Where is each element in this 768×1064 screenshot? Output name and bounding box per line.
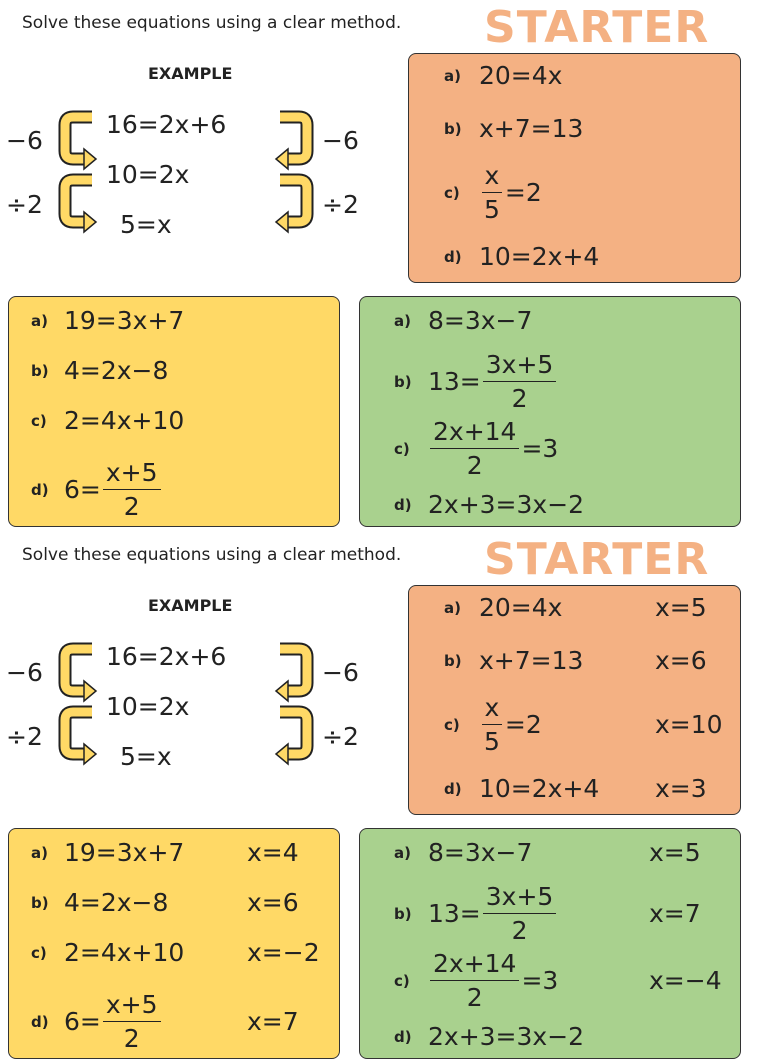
equation-prefix: 13=	[428, 898, 481, 928]
question-equation	[479, 61, 562, 91]
question-equation	[428, 490, 584, 520]
example-step: 16=2x+6	[106, 642, 227, 671]
question-equation	[428, 881, 558, 946]
question-equation	[428, 1022, 584, 1052]
green-question-box	[359, 828, 741, 1059]
curved-arrow-icon	[276, 180, 307, 232]
fraction-denominator: 2	[466, 983, 483, 1012]
question-equation	[64, 888, 168, 918]
fraction	[481, 160, 503, 225]
equation-text: 8=3x−7	[428, 838, 533, 867]
fraction	[483, 881, 557, 946]
question-equation	[479, 242, 599, 272]
question-equation	[428, 948, 558, 1013]
green-question-box	[359, 296, 741, 527]
equation-text: 4=2x−8	[64, 888, 169, 917]
fraction-numerator: 3x+5	[483, 881, 557, 914]
question-label: d)	[444, 248, 462, 266]
yellow-question-box	[8, 296, 340, 527]
question-equation	[479, 593, 562, 623]
answer-text: x=3	[655, 774, 707, 803]
question-equation	[479, 774, 599, 804]
equation-text: 10=2x+4	[479, 774, 600, 803]
answer-text: x=6	[655, 646, 707, 675]
question-label: b)	[444, 120, 462, 138]
equation-text: 2=4x+10	[64, 938, 185, 967]
equation-text: 8=3x−7	[428, 306, 533, 335]
example-step: 5=x	[120, 742, 172, 771]
question-label: a)	[444, 67, 461, 85]
question-equation	[64, 306, 184, 336]
equation-suffix: =2	[504, 709, 542, 739]
example-op-left: ÷2	[6, 190, 43, 219]
curved-arrow-icon	[276, 712, 307, 764]
fraction	[483, 349, 557, 414]
fraction	[103, 989, 161, 1054]
equation-text: 4=2x−8	[64, 356, 169, 385]
question-equation	[479, 114, 583, 144]
yellow-question-box	[8, 828, 340, 1059]
equation-suffix: =2	[504, 177, 542, 207]
question-label: b)	[444, 652, 462, 670]
question-equation	[64, 989, 163, 1054]
equation-text: 20=4x	[479, 593, 563, 622]
answer-text: x=10	[655, 710, 723, 739]
fraction-numerator: x	[482, 160, 503, 193]
curved-arrow-icon	[276, 117, 307, 169]
fraction-denominator: 2	[511, 916, 528, 945]
question-label: c)	[444, 716, 460, 734]
question-equation	[428, 838, 532, 868]
example-op-right: −6	[322, 658, 359, 687]
question-label: a)	[394, 844, 411, 862]
question-equation	[428, 349, 558, 414]
question-label: a)	[444, 599, 461, 617]
curved-arrow-icon	[65, 649, 96, 701]
question-label: d)	[31, 1013, 49, 1031]
answer-text: x=5	[649, 838, 701, 867]
orange-question-box	[408, 53, 741, 283]
question-equation	[479, 646, 583, 676]
question-equation	[64, 406, 184, 436]
equation-text: 2x+3=3x−2	[428, 490, 585, 519]
question-label: d)	[31, 481, 49, 499]
fraction-denominator: 5	[484, 727, 500, 756]
question-equation	[64, 356, 168, 386]
question-label: b)	[31, 362, 49, 380]
fraction-numerator: 3x+5	[483, 349, 557, 382]
question-label: c)	[394, 440, 410, 458]
orange-question-box	[408, 585, 741, 815]
example-op-left: −6	[6, 658, 43, 687]
example-step: 5=x	[120, 210, 172, 239]
answer-text: x=4	[247, 838, 299, 867]
question-label: c)	[31, 412, 47, 430]
answer-text: x=7	[649, 899, 701, 928]
equation-text: x+7=13	[479, 646, 584, 675]
example-op-left: ÷2	[6, 722, 43, 751]
curved-arrow-icon	[65, 712, 96, 764]
question-equation	[64, 938, 184, 968]
fraction	[430, 416, 519, 481]
example-step: 10=2x	[106, 692, 190, 721]
equation-text: x+7=13	[479, 114, 584, 143]
starter-title: STARTER	[484, 534, 710, 585]
curved-arrow-icon	[276, 649, 307, 701]
equation-text: 10=2x+4	[479, 242, 600, 271]
example-step: 16=2x+6	[106, 110, 227, 139]
example-op-right: ÷2	[322, 190, 359, 219]
fraction-denominator: 2	[123, 492, 140, 521]
fraction	[103, 457, 161, 522]
fraction-denominator: 2	[123, 1024, 140, 1053]
fraction	[430, 948, 519, 1013]
fraction-numerator: x+5	[103, 989, 161, 1022]
answer-text: x=5	[655, 593, 707, 622]
equation-prefix: 6=	[64, 474, 101, 504]
answer-text: x=−4	[649, 966, 722, 995]
equation-text: 19=3x+7	[64, 306, 185, 335]
fraction	[481, 692, 503, 757]
fraction-numerator: x	[482, 692, 503, 725]
curved-arrow-icon	[65, 117, 96, 169]
fraction-denominator: 2	[511, 384, 528, 413]
fraction-denominator: 5	[484, 195, 500, 224]
fraction-numerator: 2x+14	[430, 416, 519, 449]
question-equation	[428, 306, 532, 336]
instruction-text: Solve these equations using a clear method.	[22, 13, 402, 33]
instruction-text: Solve these equations using a clear method.	[22, 545, 402, 565]
answer-text: x=6	[247, 888, 299, 917]
fraction-denominator: 2	[466, 451, 483, 480]
starter-title: STARTER	[484, 2, 710, 53]
question-label: b)	[394, 373, 412, 391]
example-heading: EXAMPLE	[148, 596, 233, 615]
question-equation	[479, 692, 542, 757]
question-label: c)	[444, 184, 460, 202]
equation-text: 2=4x+10	[64, 406, 185, 435]
answer-text: x=7	[247, 1007, 299, 1036]
example-step: 10=2x	[106, 160, 190, 189]
equation-suffix: =3	[521, 965, 559, 995]
question-label: b)	[31, 894, 49, 912]
fraction-numerator: x+5	[103, 457, 161, 490]
answer-text: x=−2	[247, 938, 320, 967]
question-label: c)	[31, 944, 47, 962]
worksheet-half-with-answers	[0, 532, 768, 1064]
equation-suffix: =3	[521, 433, 559, 463]
equation-text: 19=3x+7	[64, 838, 185, 867]
question-label: a)	[31, 312, 48, 330]
question-equation	[479, 160, 542, 225]
question-label: c)	[394, 972, 410, 990]
curved-arrow-icon	[65, 180, 96, 232]
question-label: a)	[394, 312, 411, 330]
question-equation	[64, 457, 163, 522]
question-label: d)	[394, 496, 412, 514]
question-label: b)	[394, 905, 412, 923]
fraction-numerator: 2x+14	[430, 948, 519, 981]
example-op-left: −6	[6, 126, 43, 155]
question-equation	[64, 838, 184, 868]
question-label: d)	[444, 780, 462, 798]
equation-text: 20=4x	[479, 61, 563, 90]
equation-prefix: 6=	[64, 1006, 101, 1036]
question-equation	[428, 416, 558, 481]
equation-text: 2x+3=3x−2	[428, 1022, 585, 1051]
question-label: a)	[31, 844, 48, 862]
equation-prefix: 13=	[428, 366, 481, 396]
question-label: d)	[394, 1028, 412, 1046]
example-heading: EXAMPLE	[148, 64, 233, 83]
example-op-right: −6	[322, 126, 359, 155]
example-op-right: ÷2	[322, 722, 359, 751]
